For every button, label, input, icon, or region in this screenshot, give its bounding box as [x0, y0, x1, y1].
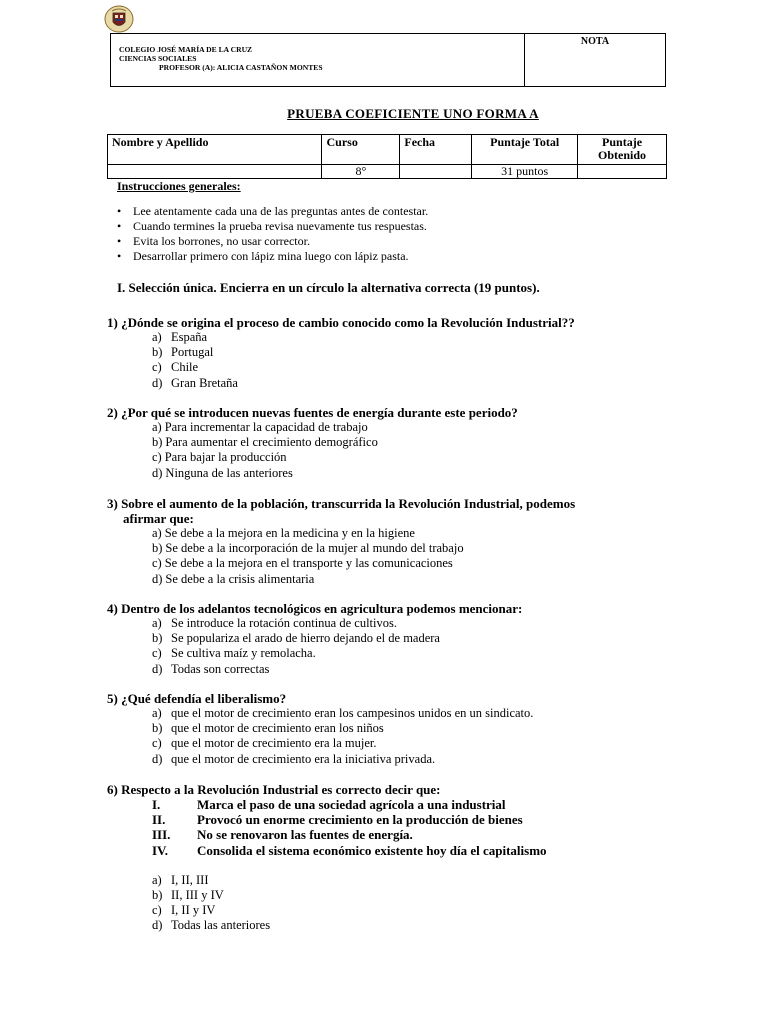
question-stem: 4) Dentro de los adelantos tecnológicos en agricultura podemos mencionar: — [107, 601, 523, 616]
option-c[interactable]: c) Para bajar la producción — [152, 450, 287, 465]
obtained-score-cell — [578, 165, 667, 179]
option-d[interactable]: d) que el motor de crecimiento era la iniciativa privada. — [152, 751, 436, 766]
question-stem-continued: afirmar que: — [123, 511, 194, 526]
header-box — [110, 33, 666, 87]
option-a[interactable]: a) I, II, III — [152, 872, 209, 887]
question-stem: 3) Sobre el aumento de la población, transcurrida la Revolución Industrial, podemos — [107, 496, 576, 511]
option-d[interactable]: d) Todas son correctas — [152, 661, 270, 676]
list-item: • Desarrollar primero con lápiz mina luego con lápiz pasta. — [112, 249, 428, 264]
question-1 — [107, 315, 575, 391]
list-item: • Cuando termines la prueba revisa nuevamente tus respuestas. — [112, 219, 428, 234]
option-d[interactable]: d) Se debe a la crisis alimentaria — [152, 571, 315, 586]
question-4 — [107, 601, 522, 677]
grade-box — [525, 34, 665, 86]
school-crest-icon — [104, 5, 134, 33]
header-name: Nombre y Apellido — [108, 135, 322, 165]
option-d[interactable]: d) Ninguna de las anteriores — [152, 465, 293, 480]
instructions-title: Instrucciones generales: — [117, 179, 241, 193]
options-list — [107, 616, 522, 677]
options-list — [107, 330, 575, 391]
option-d[interactable]: d) Gran Bretaña — [152, 375, 238, 390]
option-b[interactable]: b) Se populariza el arado de hierro dejando el de madera — [152, 631, 440, 646]
option-c[interactable]: c) que el motor de crecimiento era la mujer. — [152, 736, 377, 751]
option-a[interactable]: a) Para incrementar la capacidad de trabajo — [152, 420, 368, 434]
table-row — [108, 165, 667, 179]
options-list — [107, 706, 533, 767]
statement-2: II. Provocó un enorme crecimiento en la producción de bienes — [152, 812, 523, 828]
table-header-row — [108, 135, 667, 165]
question-3 — [107, 496, 575, 587]
options-list — [107, 420, 518, 481]
course-cell: 8° — [322, 165, 400, 179]
school-info — [111, 34, 525, 86]
option-c[interactable]: c) Se cultiva maíz y remolacha. — [152, 646, 316, 661]
option-c[interactable]: c) Chile — [152, 360, 199, 375]
option-b[interactable]: b) Para aumentar el crecimiento demográfico — [152, 435, 378, 450]
header-total-score: Puntaje Total — [472, 135, 578, 165]
question-2 — [107, 405, 518, 481]
statement-3: III. No se renovaron las fuentes de energía. — [152, 827, 413, 843]
option-b[interactable]: b) Se debe a la incorporación de la mujer al mundo del trabajo — [152, 541, 464, 556]
teacher-name: PROFESOR (A): ALICIA CASTAÑON MONTES — [159, 63, 323, 72]
options-list — [107, 873, 547, 934]
question-stem: 5) ¿Qué defendía el liberalismo? — [107, 691, 287, 706]
student-info-table — [107, 134, 667, 179]
option-a[interactable]: a) Se debe a la mejora en la medicina y en la higiene — [152, 526, 415, 540]
exam-title: PRUEBA COEFICIENTE UNO FORMA A — [287, 106, 539, 121]
question-stem: 1) ¿Dónde se origina el proceso de cambio conocido como la Revolución Industrial?? — [107, 315, 575, 330]
instructions-list — [112, 204, 428, 264]
header-date: Fecha — [400, 135, 472, 165]
question-stem: 2) ¿Por qué se introducen nuevas fuentes de energía durante este periodo? — [107, 405, 518, 420]
header-course: Curso — [322, 135, 400, 165]
question-6 — [107, 782, 547, 934]
section-heading: I. Selección única. Encierra en un círculo la alternativa correcta (19 puntos). — [117, 280, 540, 295]
option-a[interactable]: a) que el motor de crecimiento eran los campesinos unidos en un sindicato. — [152, 706, 534, 720]
option-b[interactable]: b) Portugal — [152, 345, 214, 360]
list-item: • Evita los borrones, no usar corrector. — [112, 234, 428, 249]
option-b[interactable]: b) II, III y IV — [152, 888, 224, 903]
name-cell[interactable] — [108, 165, 322, 179]
statement-4: IV. Consolida el sistema económico existente hoy día el capitalismo — [152, 842, 547, 858]
statements-list — [107, 797, 547, 858]
total-score-cell: 31 puntos — [472, 165, 578, 179]
statement-1: I. Marca el paso de una sociedad agrícola a una industrial — [152, 797, 506, 812]
option-c[interactable]: c) Se debe a la mejora en el transporte y las comunicaciones — [152, 556, 453, 571]
question-5 — [107, 691, 533, 767]
option-a[interactable]: a) Se introduce la rotación continua de cultivos. — [152, 616, 397, 630]
school-name: COLEGIO JOSÉ MARÍA DE LA CRUZ — [119, 45, 253, 54]
option-b[interactable]: b) que el motor de crecimiento eran los niños — [152, 721, 384, 736]
grade-label: NOTA — [580, 36, 610, 47]
options-list — [107, 526, 575, 587]
option-a[interactable]: a) España — [152, 330, 208, 344]
option-d[interactable]: d) Todas las anteriores — [152, 918, 271, 933]
option-c[interactable]: c) I, II y IV — [152, 903, 216, 918]
date-cell[interactable] — [400, 165, 472, 179]
header-obtained-score: Puntaje Obtenido — [578, 135, 667, 165]
list-item: • Lee atentamente cada una de las preguntas antes de contestar. — [112, 204, 428, 219]
subject-name: CIENCIAS SOCIALES — [119, 54, 197, 63]
question-stem: 6) Respecto a la Revolución Industrial es correcto decir que: — [107, 782, 441, 797]
